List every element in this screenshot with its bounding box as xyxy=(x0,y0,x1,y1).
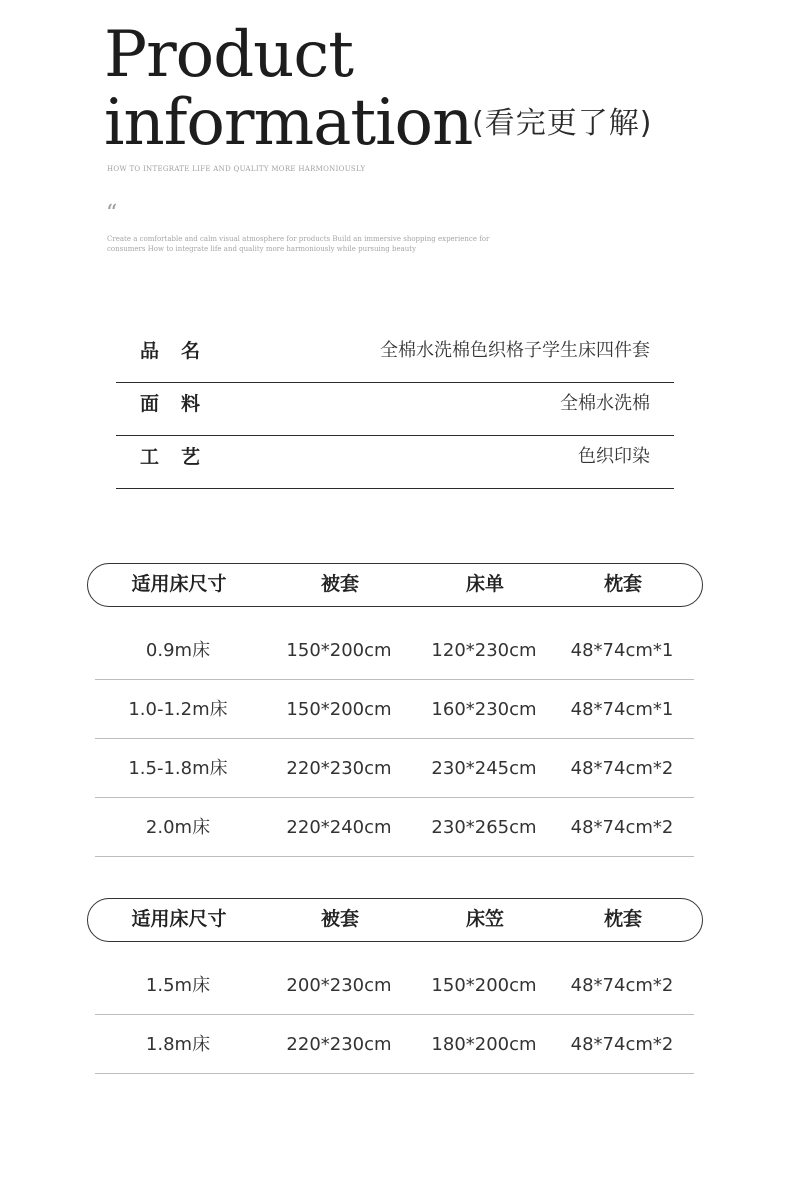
info-label: 工艺 xyxy=(140,446,223,468)
size-table-sheet xyxy=(87,563,703,857)
cell: 150*200cm xyxy=(286,640,392,661)
table-row xyxy=(95,739,694,798)
cell: 1.5-1.8m床 xyxy=(128,758,228,779)
info-value: 全棉水洗棉 xyxy=(560,393,650,414)
table-header xyxy=(87,898,703,942)
cell: 150*200cm xyxy=(286,699,392,720)
cell: 230*265cm xyxy=(431,817,537,838)
header-cell: 被套 xyxy=(320,573,360,595)
cell: 1.0-1.2m床 xyxy=(128,699,228,720)
table-header xyxy=(87,563,703,607)
info-value: 全棉水洗棉色织格子学生床四件套 xyxy=(380,340,650,361)
cell: 1.8m床 xyxy=(145,1034,211,1055)
cell: 200*230cm xyxy=(286,975,392,996)
cell: 150*200cm xyxy=(431,975,537,996)
cell: 160*230cm xyxy=(431,699,537,720)
product-info-table xyxy=(116,330,674,489)
size-table-fitted xyxy=(87,898,703,1074)
quote-mark-icon: “ xyxy=(106,201,118,226)
header-cell: 床单 xyxy=(465,573,505,595)
info-label: 面料 xyxy=(140,393,223,415)
cell: 0.9m床 xyxy=(145,640,211,661)
header-cell: 床笠 xyxy=(465,908,505,930)
info-row-name xyxy=(116,330,674,383)
cell: 220*240cm xyxy=(286,817,392,838)
info-value: 色织印染 xyxy=(578,446,650,467)
cell: 48*74cm*2 xyxy=(570,758,674,779)
cell: 230*245cm xyxy=(431,758,537,779)
header-cell: 适用床尺寸 xyxy=(131,573,227,595)
header-cell: 被套 xyxy=(320,908,360,930)
table-row xyxy=(95,621,694,680)
description-blurb: Create a comfortable and calm visual atmosphere for products Build an immersive shopping experience for consumers How to integrate life and quality more harmoniously while pursuing beauty xyxy=(107,235,490,253)
table-body xyxy=(95,621,694,857)
info-label: 品名 xyxy=(140,340,223,362)
info-row-fabric xyxy=(116,383,674,436)
header-cell: 枕套 xyxy=(603,908,643,930)
table-body xyxy=(95,956,694,1074)
tagline: HOW TO INTEGRATE LIFE AND QUALITY MORE HARMONIOUSLY xyxy=(107,165,366,173)
cell: 48*74cm*1 xyxy=(570,640,674,661)
info-row-craft xyxy=(116,436,674,489)
cell: 180*200cm xyxy=(431,1034,537,1055)
header-cell: 枕套 xyxy=(603,573,643,595)
cell: 220*230cm xyxy=(286,758,392,779)
header-cell: 适用床尺寸 xyxy=(131,908,227,930)
cell: 120*230cm xyxy=(431,640,537,661)
cell: 48*74cm*2 xyxy=(570,817,674,838)
title-line-1: Product xyxy=(104,18,353,92)
table-row xyxy=(95,956,694,1015)
table-row xyxy=(95,680,694,739)
cell: 48*74cm*1 xyxy=(570,699,674,720)
cell: 220*230cm xyxy=(286,1034,392,1055)
chinese-subtitle: (看完更了解) xyxy=(472,106,653,141)
table-row xyxy=(95,1015,694,1074)
table-row xyxy=(95,798,694,857)
cell: 48*74cm*2 xyxy=(570,975,674,996)
cell: 2.0m床 xyxy=(145,817,211,838)
cell: 1.5m床 xyxy=(145,975,211,996)
title-line-2: information xyxy=(104,86,473,160)
cell: 48*74cm*2 xyxy=(570,1034,674,1055)
